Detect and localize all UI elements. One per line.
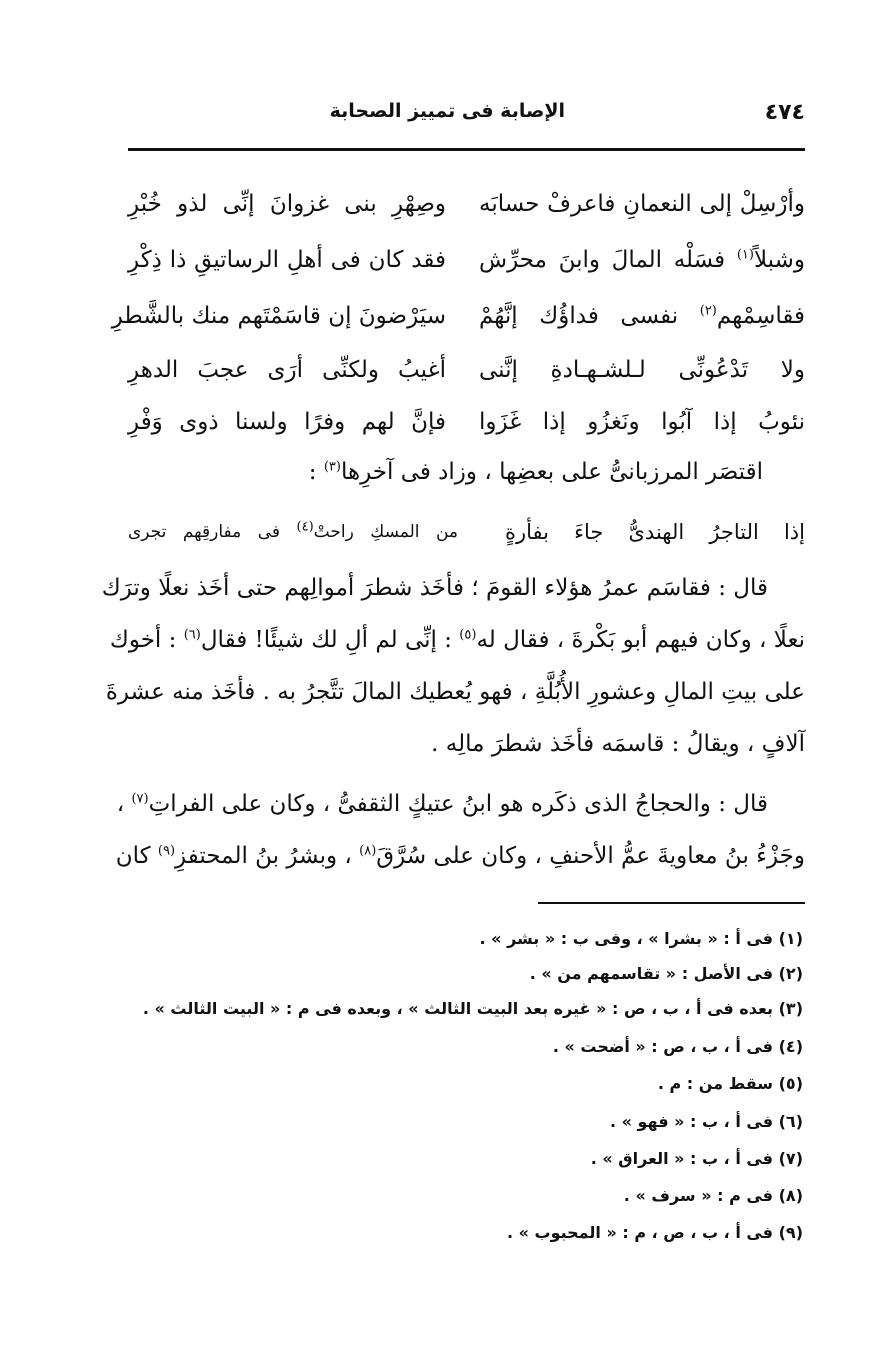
footnote: (٦) فى أ ، ب : « فهو » . [609,1112,803,1131]
footnote-separator [538,902,805,904]
verse-line [111,290,805,342]
footnote-ref: (٥) [459,627,477,643]
running-title: الإصابة فى تمييز الصحابة [329,100,565,122]
paragraph-line: على بيتِ المالِ وعشورِ الأُبُلَّةِ ، فهو يُعطيك المالَ تتَّجرُ به . فأخَذ منه عشرةَ [105,679,805,705]
verse-second-hemistich: سيَرْضونَ إن قاسَمْتَهم منك بالشَّطرِ [111,303,446,329]
footnote-ref: (١) [736,247,754,263]
footnote: (١) فى أ : « بشرا » ، وفى ب : « بشر » . [479,929,803,948]
verse-second-hemistich: فإنَّ لهم وفرًا ولسنا ذوى وَفْرِ [128,409,446,435]
footnote-ref: (٣) [323,459,341,475]
footnote: (٢) فى الأصل : « تقاسمهم من » . [529,964,803,983]
footnote-ref: (٦) [183,627,201,643]
verse-first-hemistich: ولا تَدْعُونِّى لـلشـهـادةِ إنَّنى [479,357,805,383]
footnote: (٨) فى م : « سرف » . [623,1186,803,1205]
page-header [128,100,805,132]
verse-second-hemistich: فقد كان فى أهلِ الرساتيقِ ذا ذِكْرِ [128,247,446,273]
verse-line [128,178,805,230]
footnote-ref: (٧) [131,791,149,807]
footnote: (٧) فى أ ، ب : « العراق » . [590,1149,803,1168]
verse-first-hemistich: وشبلاً$^{(١)}$ فسَلْه المالَ وابنَ محرِّش [479,247,805,273]
footnote-ref: (٨) [359,843,377,859]
verse-line [128,234,805,286]
footnote-ref: (٩) [157,843,176,859]
paragraph-line: قال : فقاسَم عمرُ هؤلاء القومَ ؛ فأخَذ شطرَ أموالِهم حتى أخَذ نعلًا وترَك [101,575,768,601]
verse-second-hemistich: وصِهْرِ بنى غزوانَ إنِّى لذو خُبْرِ [128,191,446,217]
paragraph-line: آلافٍ ، ويقالُ : قاسمَه فأخَذ شطرَ مالِه . [431,731,805,757]
verse-second-hemistich: من المسكِ راحتْ$^{(٤)}$ فى مفارقِهم تجرى [128,519,458,542]
footnote: (٤) فى أ ، ب ، ص : « أضحت » . [552,1037,803,1056]
verse-line [128,344,805,396]
header-rule [128,148,805,151]
paragraph-line: قال : والحجاجُ الذى ذكَره هو ابنُ عتيكٍ الثقفىُّ ، وكان على الفراتِ$^{(٧)}$ ، [116,791,768,817]
footnote: (٣) بعده فى أ ، ب ، ص : « غيره بعد البيت الثالث » ، وبعده فى م : « البيت الثالث » . [142,999,803,1018]
footnote: (٩) فى أ ، ب ، ص ، م : « المحبوب » . [506,1223,803,1242]
verse-line [128,506,805,558]
verse-second-hemistich: أغيبُ ولكنِّى أرَى عجبَ الدهرِ [128,357,446,383]
footnote-ref: (٤) [296,519,314,535]
verse-first-hemistich: وأرْسِلْ إلى النعمانِ فاعرفْ حسابَه [479,191,805,217]
commentary-line: اقتصَر المرزبانىُّ على بعضِها ، وزاد فى آخرِها$^{(٣)}$ : [308,459,763,485]
verse-first-hemistich: نئوبُ إذا آبُوا ونَغزُو إذا غَزَوا [479,409,805,435]
page-number: ٤٧٤ [764,100,805,125]
paragraph-line: وجَزْءُ بنُ معاويةَ عمُّ الأحنفِ ، وكان على سُرَّقَ$^{(٨)}$ ، وبشرُ بنُ المحتفزِ$^{(٩)}$ كان [115,843,805,869]
paragraph-line: نعلًا ، وكان فيهم أبو بَكْرةَ ، فقال له$^{(٥)}$ : إنِّى لم ألِ لك شيئًا! فقال$^{(٦)}$ : أخوك [109,627,805,653]
footnote-ref: (٢) [699,303,717,319]
verse-first-hemistich: إذا التاجرُ الهندىُّ جاءَ بفأرةٍ [505,520,805,544]
footnote: (٥) سقط من : م . [657,1074,803,1093]
verse-line [128,396,805,448]
verse-first-hemistich: فقاسِمْهم$^{(٢)}$ نفسى فداؤُك إنَّهُمْ [479,303,805,329]
